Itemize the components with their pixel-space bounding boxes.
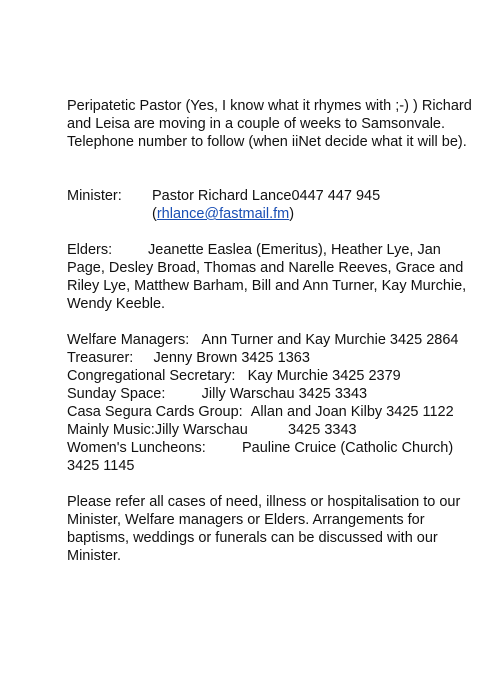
contact-row (67, 367, 477, 385)
contact-row (67, 385, 477, 403)
contact-label: Women's Luncheons: (67, 440, 206, 456)
minister-email-link[interactable]: rhlance@fastmail.fm (156, 206, 290, 222)
contact-label: Treasurer: (67, 350, 134, 366)
contact-value: Jilly Warschau 3425 3343 (154, 422, 357, 438)
contact-row (67, 331, 477, 349)
contact-value: Jilly Warschau 3425 3343 (201, 386, 368, 402)
contact-row (67, 439, 477, 475)
contact-value: Allan and Joan Kilby 3425 1122 (250, 404, 454, 420)
closing-paragraph: Please refer all cases of need, illness or hospitalisation to our Minister, Welfare managers or Elders. Arrangements for baptisms, weddings or funerals can be discussed with our Minister. (67, 494, 461, 564)
pastor-section (67, 97, 477, 151)
contact-row (67, 403, 477, 421)
elders-label: Elders: (67, 242, 113, 258)
contact-row (67, 421, 477, 439)
contact-label: Congregational Secretary: (67, 368, 236, 384)
email-close: ) (289, 206, 295, 222)
email-open: ( (152, 206, 157, 222)
elders-list: Jeanette Easlea (Emeritus), Heather Lye, Jan Page, Desley Broad, Thomas and Narelle Reeves, Grace and Riley Lye, Matthew Barham, Bill and Ann Turner, Kay Murchie, Wendy Keeble. (67, 242, 467, 312)
contact-label: Sunday Space: (67, 386, 166, 402)
contact-label: Casa Segura Cards Group: (67, 404, 243, 420)
contact-label: Mainly Music: (67, 422, 155, 438)
contact-value: Kay Murchie 3425 2379 (247, 368, 401, 384)
pastor-aside: (Yes, I know what it rhymes with ;-) ) (181, 98, 418, 114)
contacts-section (67, 331, 477, 475)
contact-label: Welfare Managers: (67, 332, 190, 348)
minister-label: Minister: (67, 188, 122, 204)
pastor-heading: Peripatetic Pastor (67, 98, 182, 114)
pastor-body: Richard and Leisa are moving in a couple of weeks to Samsonvale. Telephone number to follow (when iiNet decide what it will be). (67, 98, 472, 150)
contact-row (67, 349, 477, 367)
elders-section (67, 241, 477, 313)
minister-name: Pastor Richard Lance (152, 188, 292, 204)
minister-section (67, 187, 477, 223)
contact-value: Jenny Brown 3425 1363 (153, 350, 310, 366)
document-page (67, 97, 477, 565)
contact-value: Ann Turner and Kay Murchie 3425 2864 (201, 332, 459, 348)
minister-phone: 0447 447 945 (291, 188, 381, 204)
contact-value: Pauline Cruice (Catholic Church) 3425 1145 (67, 440, 454, 474)
